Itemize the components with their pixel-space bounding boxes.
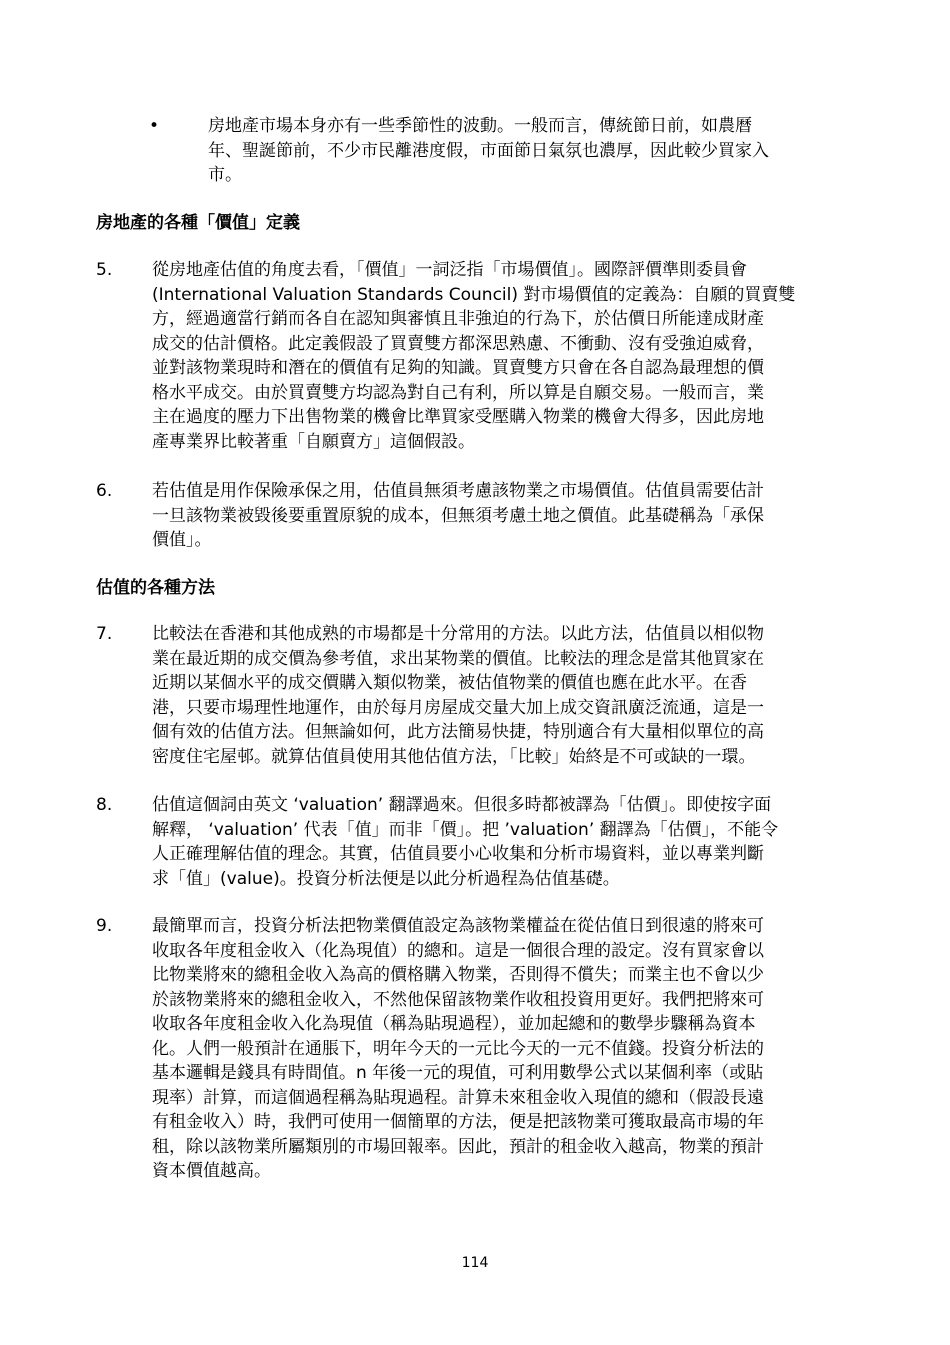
text-line: 方，經過適當行銷而各自在認知與審慎且非強迫的行為下，於估價日所能達成財產 [152, 309, 764, 329]
text-line: 一旦該物業被毀後要重置原貌的成本，但無須考慮土地之價值。此基礎稱為「承保 [152, 505, 764, 526]
text-line: 個有效的估值方法。但無論如何，此方法簡易快捷，特別適合有大量相似單位的高 [152, 722, 764, 742]
text-line: 市。 [208, 165, 242, 185]
bullet-paragraph-text [208, 114, 858, 188]
text-line: (International Valuation Standards Council) 對市場價值的定義為：自願的買賣雙 [152, 284, 796, 305]
paragraph-number: 6. [96, 481, 113, 501]
text-line: 收取各年度租金收入化為現值（稱為貼現過程），並加起總和的數學步驟稱為資本 [152, 1014, 756, 1034]
text-line: 價值」。 [152, 530, 212, 550]
page-number: 114 [461, 1255, 489, 1271]
text-line: 解釋， ‘valuation’ 代表「值」而非「價」。把 ’valuation’ 翻譯為「估價」，不能令 [152, 819, 779, 840]
text-line: 最簡單而言，投資分析法把物業價值設定為該物業權益在從估值日到很遠的將來可 [152, 916, 764, 936]
paragraph-text [152, 914, 857, 1184]
paragraph-number: 9. [96, 916, 113, 936]
text-line: 化。人們一般預計在通脹下，明年今天的一元比今天的一元不值錢。投資分析法的 [152, 1038, 764, 1059]
paragraph-number: 7. [96, 624, 113, 644]
text-line: 比物業將來的總租金收入為高的價格購入物業，否則得不償失；而業主也不會以少 [152, 965, 764, 985]
paragraph-text [152, 622, 857, 769]
text-line: 基本邏輯是錢具有時間值。n 年後一元的現值，可利用數學公式以某個利率（或貼 [152, 1063, 764, 1083]
text-line: 人正確理解估值的理念。其實，估值員要小心收集和分析市場資料，並以專業判斷 [152, 844, 764, 864]
text-line: 從房地產估值的角度去看，「價值」一詞泛指「市場價值」。國際評價準則委員會 [152, 260, 747, 280]
text-line: 港，只要市場理性地運作，由於每月房屋成交量大加上成交資訊廣泛流通，這是一 [152, 697, 764, 718]
text-line: 房地產市場本身亦有一些季節性的波動。一般而言，傳統節日前，如農曆 [208, 116, 752, 136]
paragraph-text [152, 793, 857, 891]
text-line: 租，除以該物業所屬類別的市場回報率。因此，預計的租金收入越高，物業的預計 [152, 1136, 764, 1157]
paragraph-number: 5. [96, 260, 113, 280]
text-line: 收取各年度租金收入（化為現值）的總和。這是一個很合理的設定。沒有買家會以 [152, 940, 764, 961]
text-line: 估值這個詞由英文 ‘valuation’ 翻譯過來。但很多時都被譯為「估價」。即使按字面 [152, 795, 772, 815]
text-line: 密度住宅屋邨。就算估值員使用其他估值方法，「比較」始終是不可或缺的一環。 [152, 746, 756, 767]
text-line: 業在最近期的成交價為參考值，求出某物業的價值。比較法的理念是當其他買家在 [152, 648, 764, 669]
paragraph-number: 8. [96, 795, 113, 815]
text-line: 現率）計算，而這個過程稱為貼現過程。計算未來租金收入現值的總和（假設長遠 [152, 1087, 764, 1108]
section-heading-methods: 估值的各種方法 [96, 578, 215, 598]
text-line: 於該物業將來的總租金收入，不然他保留該物業作收租投資用更好。我們把將來可 [152, 989, 764, 1010]
text-line: 產專業界比較著重「自願賣方」這個假設。 [152, 431, 475, 452]
text-line: 近期以某個水平的成交價購入類似物業，被估值物業的價值也應在此水平。在香 [152, 673, 747, 693]
bullet-marker: • [149, 116, 160, 136]
text-line: 比較法在香港和其他成熟的市場都是十分常用的方法。以此方法，估值員以相似物 [152, 624, 764, 644]
text-line: 主在過度的壓力下出售物業的機會比準買家受壓購入物業的機會大得多，因此房地 [152, 407, 764, 427]
text-line: 有租金收入）時，我們可使用一個簡單的方法，便是把該物業可獲取最高市場的年 [152, 1112, 764, 1132]
paragraph-text [152, 258, 857, 454]
text-line: 年、聖誕節前，不少市民離港度假，市面節日氣氛也濃厚，因此較少買家入 [208, 140, 769, 161]
text-line: 資本價值越高。 [152, 1161, 271, 1181]
text-line: 成交的估計價格。此定義假設了買賣雙方都深思熟慮、不衝動、沒有受強迫威脅， [152, 333, 764, 354]
text-line: 並對該物業現時和潛在的價值有足夠的知識。買賣雙方只會在各自認為最理想的價 [152, 358, 764, 378]
section-heading-values: 房地產的各種「價值」定義 [96, 213, 300, 233]
text-line: 求「值」(value)。投資分析法便是以此分析過程為估值基礎。 [152, 868, 620, 889]
text-line: 格水平成交。由於買賣雙方均認為對自己有利，所以算是自願交易。一般而言，業 [152, 382, 764, 403]
text-line: 若估值是用作保險承保之用，估值員無須考慮該物業之市場價值。估值員需要估計 [152, 481, 764, 501]
paragraph-text [152, 479, 857, 553]
